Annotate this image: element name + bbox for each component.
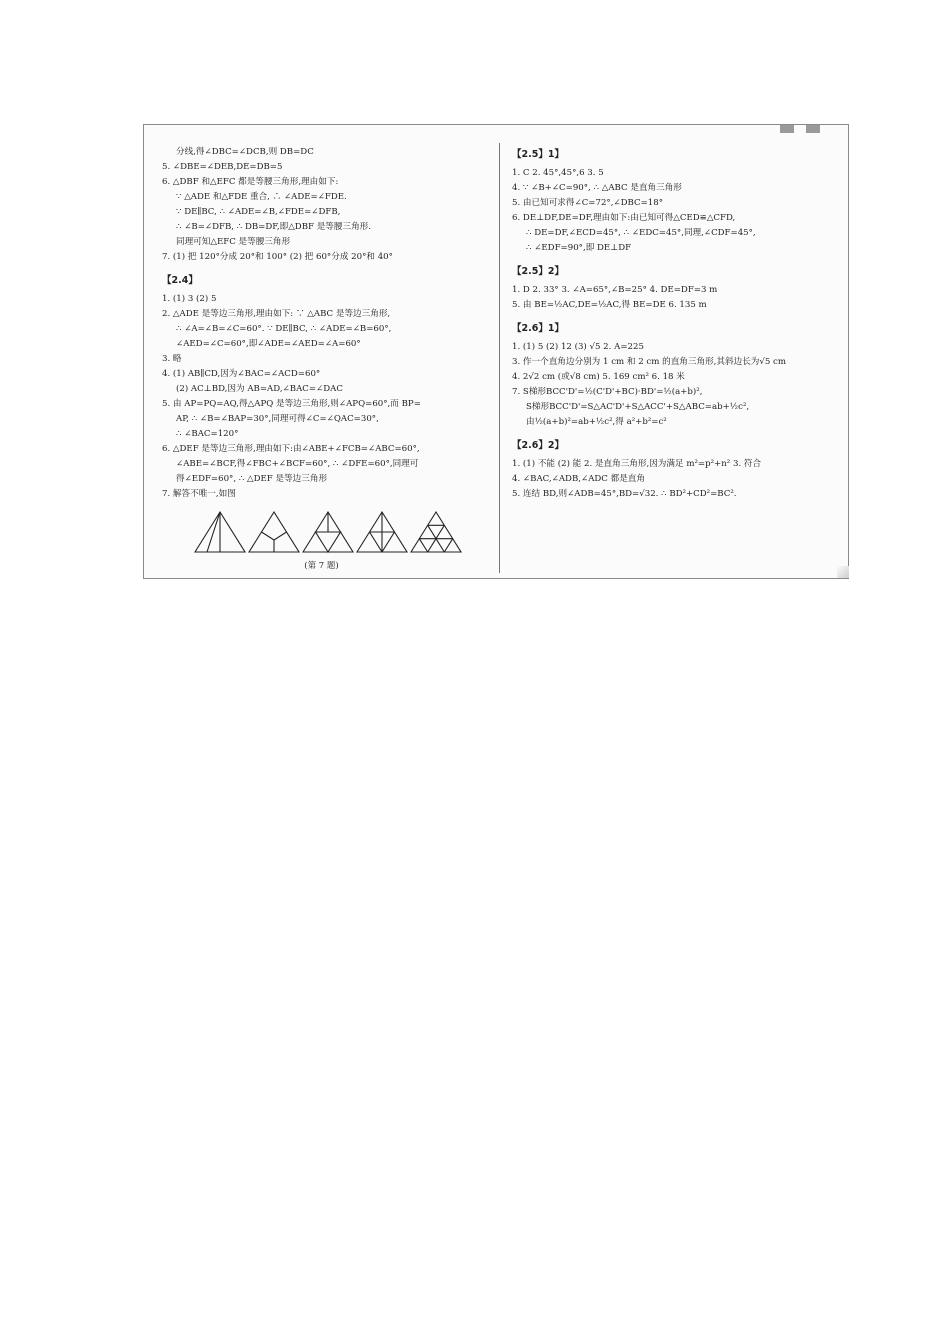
- section-heading: 【2.5】2】: [512, 266, 564, 277]
- corner-mark: [806, 125, 820, 133]
- left-column: [162, 145, 494, 502]
- answer-line: 4. ∵ ∠B+∠C=90°, ∴ △ABC 是直角三角形: [512, 183, 682, 193]
- triangle-figure-2: [249, 512, 299, 552]
- answer-line: 6. DE⊥DF,DE=DF,理由如下:由已知可得△CED≌△CFD,: [512, 213, 736, 223]
- answer-line: ∴ DE=DF,∠ECD=45°, ∴ ∠EDC=45°,同理,∠CDF=45°,: [526, 228, 756, 238]
- answer-line: 6. △DEF 是等边三角形,理由如下:由∠ABE+∠FCB=∠ABC=60°,: [162, 444, 420, 454]
- answer-line: ∵ DE∥BC, ∴ ∠ADE=∠B,∠FDE=∠DFB,: [176, 207, 341, 217]
- answer-line: ∠AED=∠C=60°,即∠ADE=∠AED=∠A=60°: [176, 339, 361, 349]
- answer-line: ∴ ∠BAC=120°: [176, 429, 239, 439]
- answer-line: 1. D 2. 33° 3. ∠A=65°,∠B=25° 4. DE=DF=3 m: [512, 285, 718, 295]
- answer-line: S梯形BCC'D'=S△AC'D'+S△ACC'+S△ABC=ab+½c²,: [526, 402, 750, 412]
- triangle-figure-5: [411, 512, 461, 552]
- answer-line: 7. 解答不唯一,如图: [162, 489, 236, 499]
- answer-line: 3. 作一个直角边分别为 1 cm 和 2 cm 的直角三角形,其斜边长为√5 cm: [512, 357, 787, 367]
- answer-line: 6. △DBF 和△EFC 都是等腰三角形,理由如下:: [162, 177, 339, 187]
- scanned-answer-page: [143, 124, 849, 579]
- answer-line: 4. (1) AB∥CD,因为∠BAC=∠ACD=60°: [162, 369, 321, 379]
- answer-line: AP, ∴ ∠B=∠BAP=30°,同理可得∠C=∠QAC=30°,: [176, 414, 379, 424]
- right-column: [512, 145, 842, 502]
- figure-caption: (第 7 题): [304, 561, 339, 571]
- answer-line: 5. ∠DBE=∠DEB,DE=DB=5: [162, 162, 283, 172]
- answer-line: 3. 略: [162, 354, 182, 364]
- section-heading: 【2.5】1】: [512, 149, 564, 160]
- section-heading: 【2.6】2】: [512, 440, 564, 451]
- answer-line: ∴ ∠B=∠DFB, ∴ DB=DF,即△DBF 是等腰三角形.: [176, 222, 371, 232]
- section-heading: 【2.4】: [162, 275, 198, 286]
- answer-line: 1. (1) 不能 (2) 能 2. 是直角三角形,因为满足 m²=p²+n² 3. 符合: [512, 459, 762, 469]
- page-curl-shadow: [837, 566, 849, 578]
- answer-line: 4. ∠BAC,∠ADB,∠ADC 都是直角: [512, 474, 645, 484]
- answer-line: 5. 由 BE=½AC,DE=½AC,得 BE=DE 6. 135 m: [512, 300, 707, 310]
- answer-line: 由½(a+b)²=ab+½c²,得 a²+b²=c²: [526, 417, 667, 427]
- answer-line: 7. (1) 把 120°分成 20°和 100° (2) 把 60°分成 20°和 40°: [162, 252, 393, 262]
- answer-line: 4. 2√2 cm (或√8 cm) 5. 169 cm² 6. 18 米: [512, 372, 685, 382]
- section-heading: 【2.6】1】: [512, 323, 564, 334]
- answer-line: 同理可知△EFC 是等腰三角形: [176, 237, 291, 247]
- answer-line: 2. △ADE 是等边三角形,理由如下: ∵ △ABC 是等边三角形,: [162, 309, 391, 319]
- answer-line: ∴ ∠A=∠B=∠C=60°. ∵ DE∥BC, ∴ ∠ADE=∠B=60°,: [176, 324, 392, 334]
- answer-line: 得∠EDF=60°, ∴ △DEF 是等边三角形: [176, 474, 328, 484]
- answer-line: (2) AC⊥BD,因为 AB=AD,∠BAC=∠DAC: [176, 384, 343, 394]
- answer-line: 7. S梯形BCC'D'=½(C'D'+BC)·BD'=½(a+b)²,: [512, 387, 703, 397]
- answer-line: 5. 由已知可求得∠C=72°,∠DBC=18°: [512, 198, 664, 208]
- triangle-figure-4: [357, 512, 407, 552]
- answer-line: 1. (1) 3 (2) 5: [162, 294, 217, 304]
- column-divider: [499, 143, 500, 573]
- triangle-figure-3: [303, 512, 353, 552]
- answer-line: 分线,得∠DBC=∠DCB,则 DB=DC: [176, 147, 314, 157]
- answer-line: 1. (1) 5 (2) 12 (3) √5 2. A=225: [512, 342, 644, 352]
- answer-line: ∴ ∠EDF=90°,即 DE⊥DF: [526, 243, 632, 253]
- corner-mark: [780, 125, 794, 133]
- answer-line: ∠ABE=∠BCF,得∠FBC+∠BCF=60°, ∴ ∠DFE=60°,同理可: [176, 459, 419, 469]
- triangle-figures: [192, 510, 462, 554]
- answer-line: ∵ △ADE 和△FDE 重合, ∴ ∠ADE=∠FDE.: [176, 192, 347, 202]
- answer-line: 5. 由 AP=PQ=AQ,得△APQ 是等边三角形,则∠APQ=60°,而 BP=: [162, 399, 421, 409]
- answer-line: 5. 连结 BD,则∠ADB=45°,BD=√32. ∴ BD²+CD²=BC².: [512, 489, 737, 499]
- answer-line: 1. C 2. 45°,45°,6 3. 5: [512, 168, 604, 178]
- triangle-figure-1: [195, 512, 245, 552]
